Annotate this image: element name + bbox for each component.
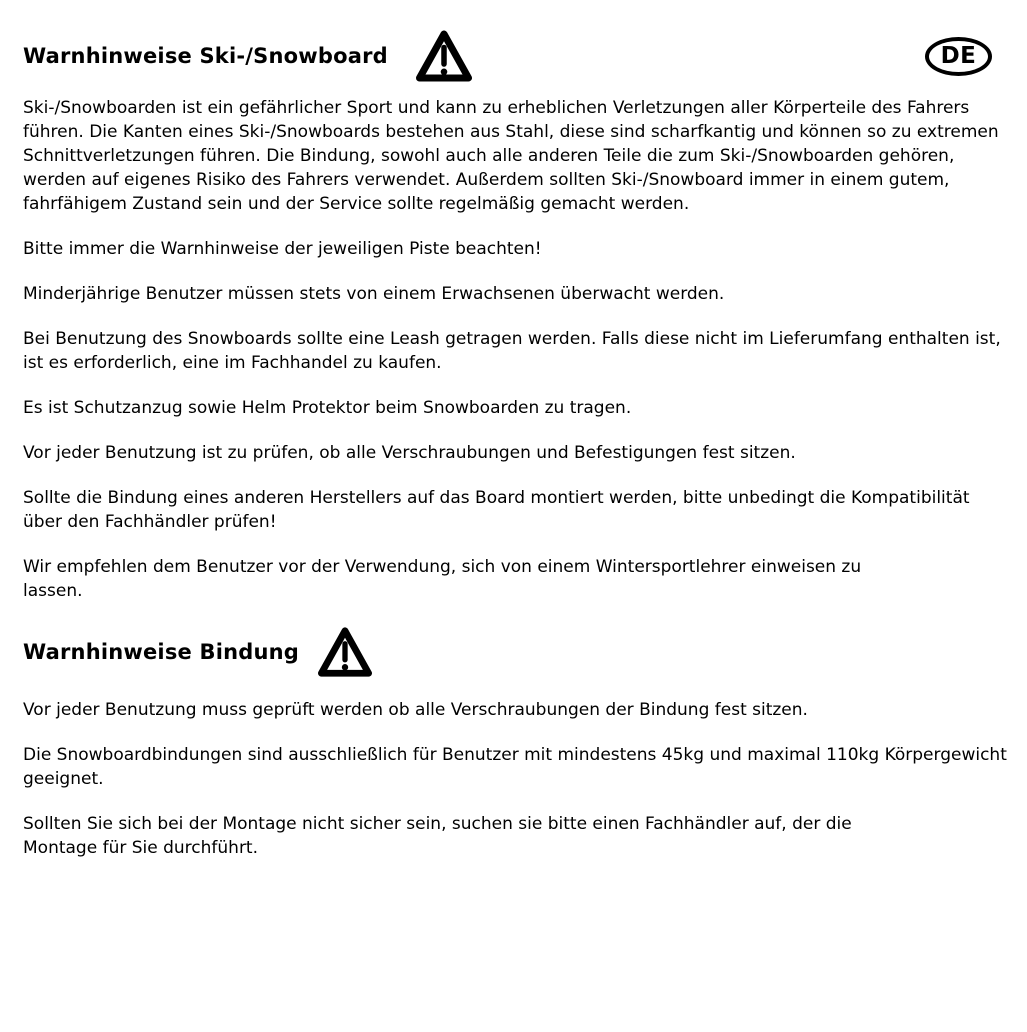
paragraph-leash: Bei Benutzung des Snowboards sollte eine Leash getragen werden. Falls diese nicht im Lieferumfang enthalten ist, ist es erforderlich, eine im Fachhandel zu kaufen. <box>23 329 1001 373</box>
warning-triangle-icon <box>415 28 473 84</box>
paragraph-binding-check: Vor jeder Benutzung muss geprüft werden ob alle Verschraubungen der Bindung fest sitzen. <box>23 700 808 720</box>
section-body-ski-snowboard <box>23 96 1008 603</box>
section-title-ski-snowboard: Warnhinweise Ski-/Snowboard <box>23 44 388 68</box>
paragraph-binding-compatibility: Sollte die Bindung eines anderen Herstellers auf das Board montiert werden, bitte unbedingt die Kompatibilität über den Fachhändler prüfen! <box>23 488 970 532</box>
section-title-bindung: Warnhinweise Bindung <box>23 640 300 664</box>
section-header-bindung <box>23 624 1008 680</box>
paragraph-protective-gear: Es ist Schutzanzug sowie Helm Protektor beim Snowboarden zu tragen. <box>23 398 632 418</box>
language-badge-de: DE <box>925 37 992 76</box>
warning-triangle-icon <box>317 625 373 679</box>
paragraph-minors-supervision: Minderjährige Benutzer müssen stets von einem Erwachsenen überwacht werden. <box>23 284 725 304</box>
paragraph-danger-general: Ski-/Snowboarden ist ein gefährlicher Sport und kann zu erheblichen Verletzungen aller Körperteile des Fahrers führen. Die Kanten eines Ski-/Snowboards bestehen aus Stahl, diese sind scharfkantig und können so zu extremen Schnittverletzungen führen. Die Bindung, sowohl auch alle anderen Teile die zum Ski-/Snowboarden gehören, werden auf eigenes Risiko des Fahrers verwendet. Außerdem sollten Ski-/Snowboard immer in einem gutem, fahrfähigem Zustand sein und der Service sollte regelmäßig gemacht werden. <box>23 98 999 214</box>
section-header-ski-snowboard <box>23 28 1008 84</box>
paragraph-instructor-recommendation: Wir empfehlen dem Benutzer vor der Verwendung, sich von einem Wintersportlehrer einweisen zu lassen. <box>23 557 862 601</box>
paragraph-piste-warnings: Bitte immer die Warnhinweise der jeweiligen Piste beachten! <box>23 239 542 259</box>
paragraph-weight-limits: Die Snowboardbindungen sind ausschließlich für Benutzer mit mindestens 45kg und maximal 110kg Körpergewicht geeignet. <box>23 745 1007 789</box>
paragraph-check-screws: Vor jeder Benutzung ist zu prüfen, ob alle Verschraubungen und Befestigungen fest sitzen. <box>23 443 796 463</box>
paragraph-mounting-dealer: Sollten Sie sich bei der Montage nicht sicher sein, suchen sie bitte einen Fachhändler auf, der die Montage für Sie durchführt. <box>23 814 852 858</box>
section-body-bindung <box>23 698 1008 860</box>
